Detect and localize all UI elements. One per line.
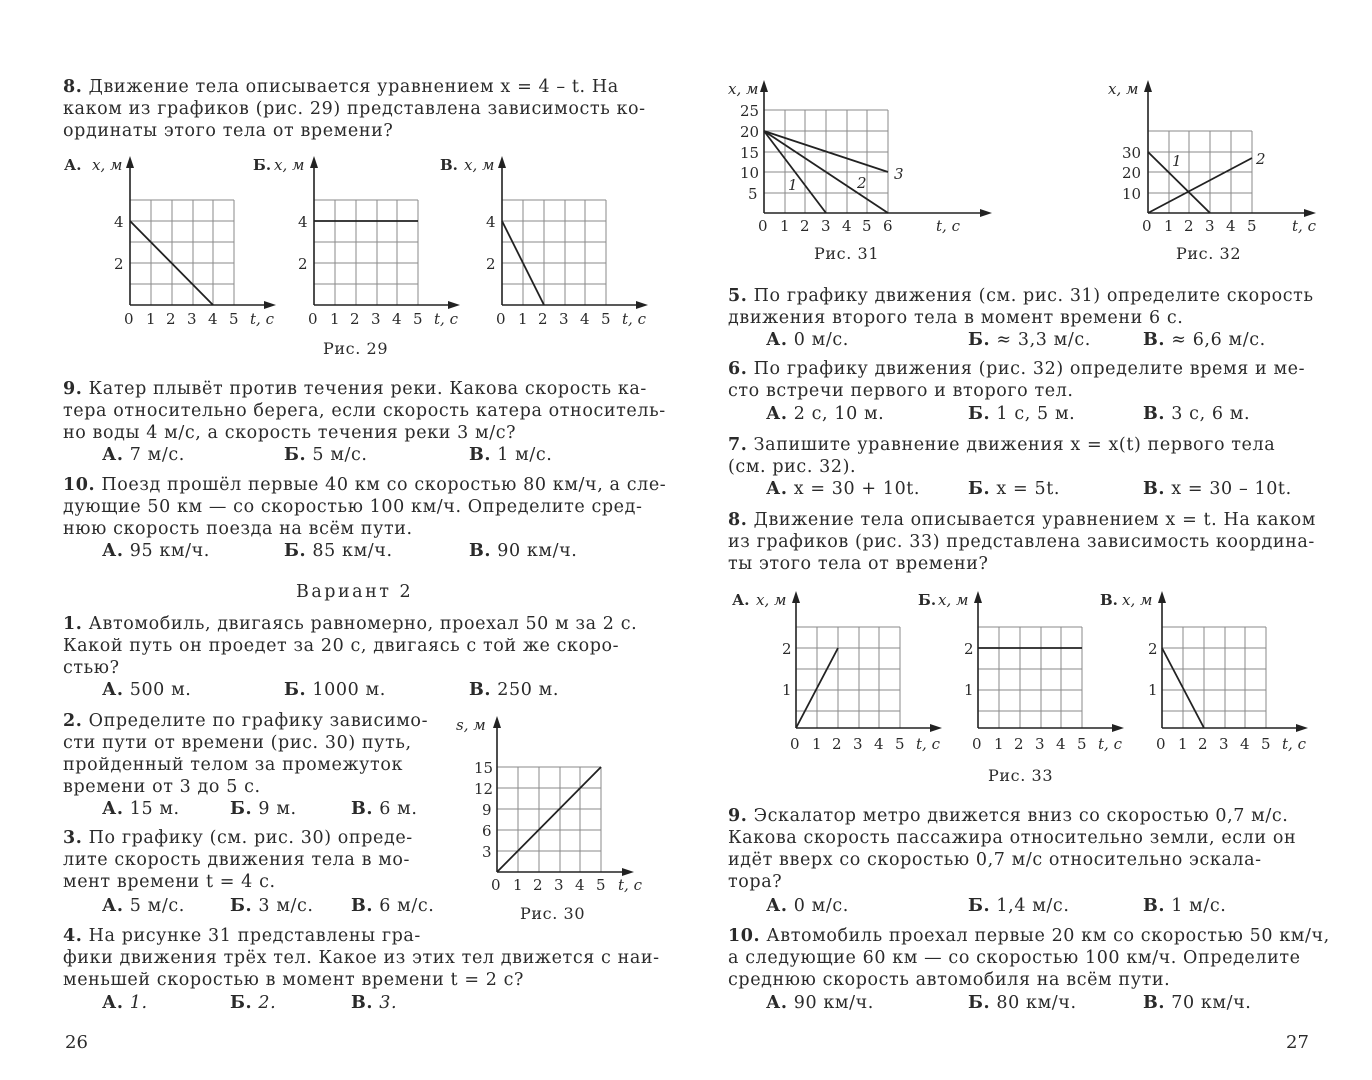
y-tick: 2 <box>486 255 496 273</box>
svg-text:10: 10 <box>1122 185 1142 203</box>
question-text-line: По графику движения (см. рис. 31) определите скорость <box>753 286 1314 306</box>
x-axis-arrow <box>448 301 460 309</box>
svg-text:25: 25 <box>740 102 760 120</box>
y-tick: 2 <box>782 640 792 658</box>
y-tick: 2 <box>298 255 308 273</box>
x-ticks <box>972 735 1087 753</box>
x-axis-label: t, с <box>916 735 940 753</box>
svg-text:4: 4 <box>580 310 590 328</box>
answer-option: Б. 80 км/ч. <box>968 993 1077 1013</box>
question-number: 10. <box>728 926 761 946</box>
svg-text:10: 10 <box>740 164 760 182</box>
y-ticks <box>740 102 759 203</box>
svg-text:2: 2 <box>350 310 360 328</box>
answer-option: В. 250 м. <box>469 680 560 700</box>
grid <box>978 627 1082 728</box>
y-axis-arrow <box>760 80 768 92</box>
y-axis-label: x, м <box>464 156 495 174</box>
question-text-line: тора? <box>728 872 783 892</box>
answer-option: А. 1. <box>102 993 148 1013</box>
question-text-line: из графиков (рис. 33) представлена зависимость координа- <box>728 532 1315 552</box>
graph-label: А. <box>64 156 82 174</box>
question-text-line: идёт вверх со скоростью 0,7 м/с относительно эскала- <box>728 850 1262 870</box>
question-number: 9. <box>728 806 748 826</box>
grid <box>764 110 888 213</box>
answer-option: Б. 1000 м. <box>284 680 386 700</box>
series-label: 2 <box>1256 150 1266 168</box>
graph-29-b <box>253 156 460 328</box>
svg-text:5: 5 <box>895 735 905 753</box>
y-axis-arrow <box>498 156 506 168</box>
question-text-line: По графику движения (рис. 32) определите время и ме- <box>753 359 1306 379</box>
x-axis-label: t, с <box>1282 735 1306 753</box>
question-number: 8. <box>728 510 748 530</box>
series-label: 3 <box>894 165 904 183</box>
y-axis-label: x, м <box>92 156 123 174</box>
svg-text:6: 6 <box>883 217 893 235</box>
x-axis-arrow <box>1112 724 1124 732</box>
graph-label: В. <box>1100 591 1118 609</box>
x-axis-arrow <box>636 301 648 309</box>
variant-heading: Вариант 2 <box>296 582 414 602</box>
svg-text:3: 3 <box>187 310 197 328</box>
y-tick: 2 <box>114 255 124 273</box>
svg-text:0: 0 <box>758 217 768 235</box>
svg-text:4: 4 <box>392 310 402 328</box>
figure-30 <box>450 712 650 892</box>
page-number: 27 <box>1286 1032 1309 1053</box>
series-label: 2 <box>857 174 867 192</box>
y-axis-arrow <box>792 591 800 603</box>
answer-option: В. x = 30 – 10t. <box>1143 479 1292 499</box>
svg-text:1: 1 <box>146 310 156 328</box>
answer-option: А. 90 км/ч. <box>766 993 874 1013</box>
answer-option: Б. 9 м. <box>230 799 297 819</box>
svg-text:2: 2 <box>1014 735 1024 753</box>
svg-text:0: 0 <box>790 735 800 753</box>
graph-33-b <box>918 591 1124 753</box>
svg-text:5: 5 <box>748 185 758 203</box>
svg-text:1: 1 <box>513 876 523 894</box>
answer-option: А. 0 м/с. <box>766 330 849 350</box>
grid <box>314 200 418 305</box>
svg-text:2: 2 <box>166 310 176 328</box>
svg-text:0: 0 <box>124 310 134 328</box>
x-ticks <box>491 876 606 894</box>
svg-text:1: 1 <box>1178 735 1188 753</box>
x-axis-label: t, с <box>1292 217 1316 235</box>
answer-option: В. 1 м/с. <box>1143 896 1227 916</box>
question-text-line: Автомобиль, двигаясь равномерно, проехал 50 м за 2 с. <box>88 614 638 634</box>
x-axis-arrow <box>1296 724 1308 732</box>
y-ticks <box>474 759 493 861</box>
svg-text:2: 2 <box>832 735 842 753</box>
figure-31 <box>722 76 1022 236</box>
svg-text:3: 3 <box>1035 735 1045 753</box>
x-ticks <box>1156 735 1271 753</box>
question-number: 2. <box>63 711 83 731</box>
svg-text:5: 5 <box>596 876 606 894</box>
answer-option: А. 95 км/ч. <box>102 541 210 561</box>
svg-text:4: 4 <box>874 735 884 753</box>
question-text-line: сто встречи первого и второго тел. <box>728 381 1074 401</box>
svg-text:3: 3 <box>554 876 564 894</box>
graph-label: Б. <box>918 591 937 609</box>
graph-33-a <box>732 591 942 753</box>
svg-text:1: 1 <box>1164 217 1174 235</box>
question-text-line: времени от 3 до 5 с. <box>63 777 261 797</box>
series-label: 1 <box>1172 152 1182 170</box>
y-axis-arrow <box>1144 80 1152 92</box>
figure-29 <box>40 150 680 330</box>
svg-text:6: 6 <box>482 822 492 840</box>
x-axis-arrow <box>1304 209 1316 217</box>
svg-text:0: 0 <box>972 735 982 753</box>
y-axis-arrow <box>310 156 318 168</box>
svg-text:15: 15 <box>740 144 760 162</box>
svg-text:4: 4 <box>1226 217 1236 235</box>
question-text-line: фики движения трёх тел. Какое из этих тел движется с наи- <box>63 948 660 968</box>
answer-option: В. 90 км/ч. <box>469 541 578 561</box>
question-text-line: Катер плывёт против течения реки. Какова скорость ка- <box>88 379 647 399</box>
svg-text:5: 5 <box>1261 735 1271 753</box>
question-text-line: тера относительно берега, если скорость катера относитель- <box>63 401 666 421</box>
y-tick: 2 <box>1148 640 1158 658</box>
svg-text:20: 20 <box>740 123 760 141</box>
question-text-line: но воды 4 м/с, а скорость течения реки 3 м/с? <box>63 423 517 443</box>
answer-option: В. 1 м/с. <box>469 445 553 465</box>
figure-caption: Рис. 30 <box>520 904 586 923</box>
svg-text:5: 5 <box>229 310 239 328</box>
svg-text:4: 4 <box>208 310 218 328</box>
y-axis-arrow <box>974 591 982 603</box>
question-number: 10. <box>63 475 96 495</box>
y-axis-label: s, м <box>456 716 486 734</box>
y-axis-arrow <box>493 716 501 728</box>
y-tick: 1 <box>1148 681 1158 699</box>
x-axis-arrow <box>622 868 634 876</box>
grid <box>130 200 234 305</box>
x-axis-label: t, с <box>250 310 274 328</box>
graph-label: В. <box>440 156 458 174</box>
answer-option: В. 6 м. <box>351 799 418 819</box>
question-text-line: стью? <box>63 658 120 678</box>
answer-option: Б. 1 с, 5 м. <box>968 404 1076 424</box>
svg-text:1: 1 <box>812 735 822 753</box>
svg-text:12: 12 <box>474 780 494 798</box>
question-text-line: Запишите уравнение движения x = x(t) первого тела <box>753 435 1276 455</box>
question-number: 3. <box>63 828 83 848</box>
svg-text:3: 3 <box>482 843 492 861</box>
answer-option: Б. 2. <box>230 993 277 1013</box>
answer-option: А. 0 м/с. <box>766 896 849 916</box>
y-tick: 2 <box>964 640 974 658</box>
question-text-line: мент времени t = 4 с. <box>63 872 276 892</box>
answer-option: В. ≈ 6,6 м/с. <box>1143 330 1266 350</box>
question-number: 9. <box>63 379 83 399</box>
answer-option: В. 6 м/с. <box>351 896 435 916</box>
svg-text:5: 5 <box>1077 735 1087 753</box>
svg-text:1: 1 <box>330 310 340 328</box>
question-number: 6. <box>728 359 748 379</box>
svg-text:2: 2 <box>800 217 810 235</box>
question-text-line: (см. рис. 32). <box>728 457 857 477</box>
svg-text:5: 5 <box>1247 217 1257 235</box>
y-tick: 4 <box>114 213 124 231</box>
x-axis-label: t, с <box>1098 735 1122 753</box>
question-text-line: Поезд прошёл первые 40 км со скоростью 80 км/ч, а сле- <box>101 475 667 495</box>
svg-text:30: 30 <box>1122 144 1142 162</box>
x-axis-label: t, с <box>622 310 646 328</box>
graph-label: А. <box>732 591 750 609</box>
y-tick: 1 <box>964 681 974 699</box>
answer-option: А. 5 м/с. <box>102 896 185 916</box>
answer-option: А. 500 м. <box>102 680 192 700</box>
question-text-line: сти пути от времени (рис. 30) путь, <box>63 733 412 753</box>
svg-text:4: 4 <box>1240 735 1250 753</box>
x-axis-arrow <box>264 301 276 309</box>
answer-option: А. x = 30 + 10t. <box>766 479 921 499</box>
question-number: 7. <box>728 435 748 455</box>
x-axis-arrow <box>980 209 992 217</box>
graph-29-a <box>64 156 276 328</box>
figure-caption: Рис. 31 <box>814 244 880 263</box>
question-text-line: Движение тела описывается уравнением x = t. На каком <box>753 510 1316 530</box>
y-tick: 4 <box>486 213 496 231</box>
svg-text:0: 0 <box>1142 217 1152 235</box>
question-text-line: Движение тела описывается уравнением x = 4 – t. На <box>88 77 619 97</box>
y-axis-label: x, м <box>274 156 305 174</box>
question-text-line: Автомобиль проехал первые 20 км со скоростью 50 км/ч, <box>766 926 1330 946</box>
question-text-line: каком из графиков (рис. 29) представлена зависимость ко- <box>63 99 646 119</box>
svg-text:1: 1 <box>780 217 790 235</box>
answer-option: В. 3. <box>351 993 398 1013</box>
question-text-line: меньшей скоростью в момент времени t = 2 с? <box>63 970 525 990</box>
svg-text:0: 0 <box>491 876 501 894</box>
question-text-line: Определите по графику зависимо- <box>88 711 429 731</box>
svg-text:3: 3 <box>371 310 381 328</box>
y-axis-arrow <box>126 156 134 168</box>
plot-line <box>497 767 601 872</box>
svg-text:4: 4 <box>842 217 852 235</box>
question-text-line: На рисунке 31 представлены гра- <box>88 926 421 946</box>
svg-text:3: 3 <box>1219 735 1229 753</box>
x-axis-label: t, с <box>434 310 458 328</box>
answer-option: В. 70 км/ч. <box>1143 993 1252 1013</box>
answer-option: Б. 85 км/ч. <box>284 541 393 561</box>
answer-option: А. 15 м. <box>102 799 180 819</box>
answer-option: Б. 5 м/с. <box>284 445 368 465</box>
svg-text:0: 0 <box>308 310 318 328</box>
svg-text:3: 3 <box>853 735 863 753</box>
page-number: 26 <box>65 1032 88 1053</box>
svg-text:5: 5 <box>601 310 611 328</box>
svg-text:3: 3 <box>821 217 831 235</box>
y-axis-label: x, м <box>1108 80 1139 98</box>
x-ticks <box>758 217 893 235</box>
question-number: 1. <box>63 614 83 634</box>
svg-text:20: 20 <box>1122 164 1142 182</box>
series-label: 1 <box>788 176 798 194</box>
answer-option: Б. x = 5t. <box>968 479 1061 499</box>
svg-text:2: 2 <box>538 310 548 328</box>
question-number: 5. <box>728 286 748 306</box>
question-text-line: движения второго тела в момент времени 6 с. <box>728 308 1184 328</box>
y-ticks <box>1122 144 1141 203</box>
x-ticks <box>496 310 611 328</box>
y-tick: 4 <box>298 213 308 231</box>
question-text-line: лите скорость движения тела в мо- <box>63 850 411 870</box>
x-ticks <box>124 310 239 328</box>
svg-text:5: 5 <box>413 310 423 328</box>
page-27 <box>686 0 1372 1080</box>
y-axis-label: x, м <box>1122 591 1153 609</box>
grid <box>1148 131 1252 213</box>
answer-option: Б. ≈ 3,3 м/с. <box>968 330 1091 350</box>
y-axis-label: x, м <box>938 591 969 609</box>
question-text-line: нюю скорость поезда на всём пути. <box>63 519 413 539</box>
x-ticks <box>790 735 905 753</box>
question-text-line: ординаты этого тела от времени? <box>63 121 394 141</box>
graph-33-v <box>1100 591 1308 753</box>
figure-caption: Рис. 33 <box>988 766 1054 785</box>
question-text-line: пройденный телом за промежуток <box>63 755 404 775</box>
y-axis-arrow <box>1158 591 1166 603</box>
answer-option: В. 3 с, 6 м. <box>1143 404 1251 424</box>
figure-caption: Рис. 29 <box>323 339 389 358</box>
answer-option: А. 2 с, 10 м. <box>766 404 885 424</box>
question-text-line: а следующие 60 км — со скоростью 100 км/ч. Определите <box>728 948 1301 968</box>
graph-29-v <box>440 156 648 328</box>
svg-text:2: 2 <box>533 876 543 894</box>
question-text-line: Какова скорость пассажира относительно земли, если он <box>728 828 1297 848</box>
question-text-line: По графику (см. рис. 30) опреде- <box>88 828 413 848</box>
x-ticks <box>308 310 423 328</box>
question-text-line: Какой путь он проедет за 20 с, двигаясь с той же скоро- <box>63 636 620 656</box>
figure-33 <box>706 585 1346 755</box>
svg-text:15: 15 <box>474 759 494 777</box>
svg-text:4: 4 <box>575 876 585 894</box>
question-number: 4. <box>63 926 83 946</box>
question-text-line: дующие 50 км — со скоростью 100 км/ч. Определите сред- <box>63 497 643 517</box>
grid <box>796 627 900 728</box>
y-axis-label: x, м <box>728 80 759 98</box>
question-text-line: среднюю скорость автомобиля на всём пути. <box>728 970 1171 990</box>
svg-text:5: 5 <box>862 217 872 235</box>
graph-label: Б. <box>253 156 272 174</box>
svg-text:2: 2 <box>1184 217 1194 235</box>
svg-text:0: 0 <box>496 310 506 328</box>
svg-text:0: 0 <box>1156 735 1166 753</box>
svg-text:3: 3 <box>1205 217 1215 235</box>
figure-caption: Рис. 32 <box>1176 244 1242 263</box>
question-text-line: Эскалатор метро движется вниз со скоростью 0,7 м/с. <box>753 806 1289 826</box>
x-axis-label: t, с <box>618 876 642 894</box>
question-text-line: ты этого тела от времени? <box>728 554 989 574</box>
question-number: 8. <box>63 77 83 97</box>
svg-text:2: 2 <box>1198 735 1208 753</box>
svg-text:1: 1 <box>994 735 1004 753</box>
svg-text:1: 1 <box>518 310 528 328</box>
x-axis-label: t, с <box>936 217 960 235</box>
answer-option: Б. 3 м/с. <box>230 896 314 916</box>
y-tick: 1 <box>782 681 792 699</box>
x-ticks <box>1142 217 1257 235</box>
svg-text:3: 3 <box>559 310 569 328</box>
x-axis-arrow <box>930 724 942 732</box>
svg-text:9: 9 <box>482 801 492 819</box>
answer-option: Б. 1,4 м/с. <box>968 896 1070 916</box>
figure-32 <box>1106 76 1346 236</box>
answer-option: А. 7 м/с. <box>102 445 185 465</box>
y-axis-label: x, м <box>756 591 787 609</box>
svg-text:4: 4 <box>1056 735 1066 753</box>
